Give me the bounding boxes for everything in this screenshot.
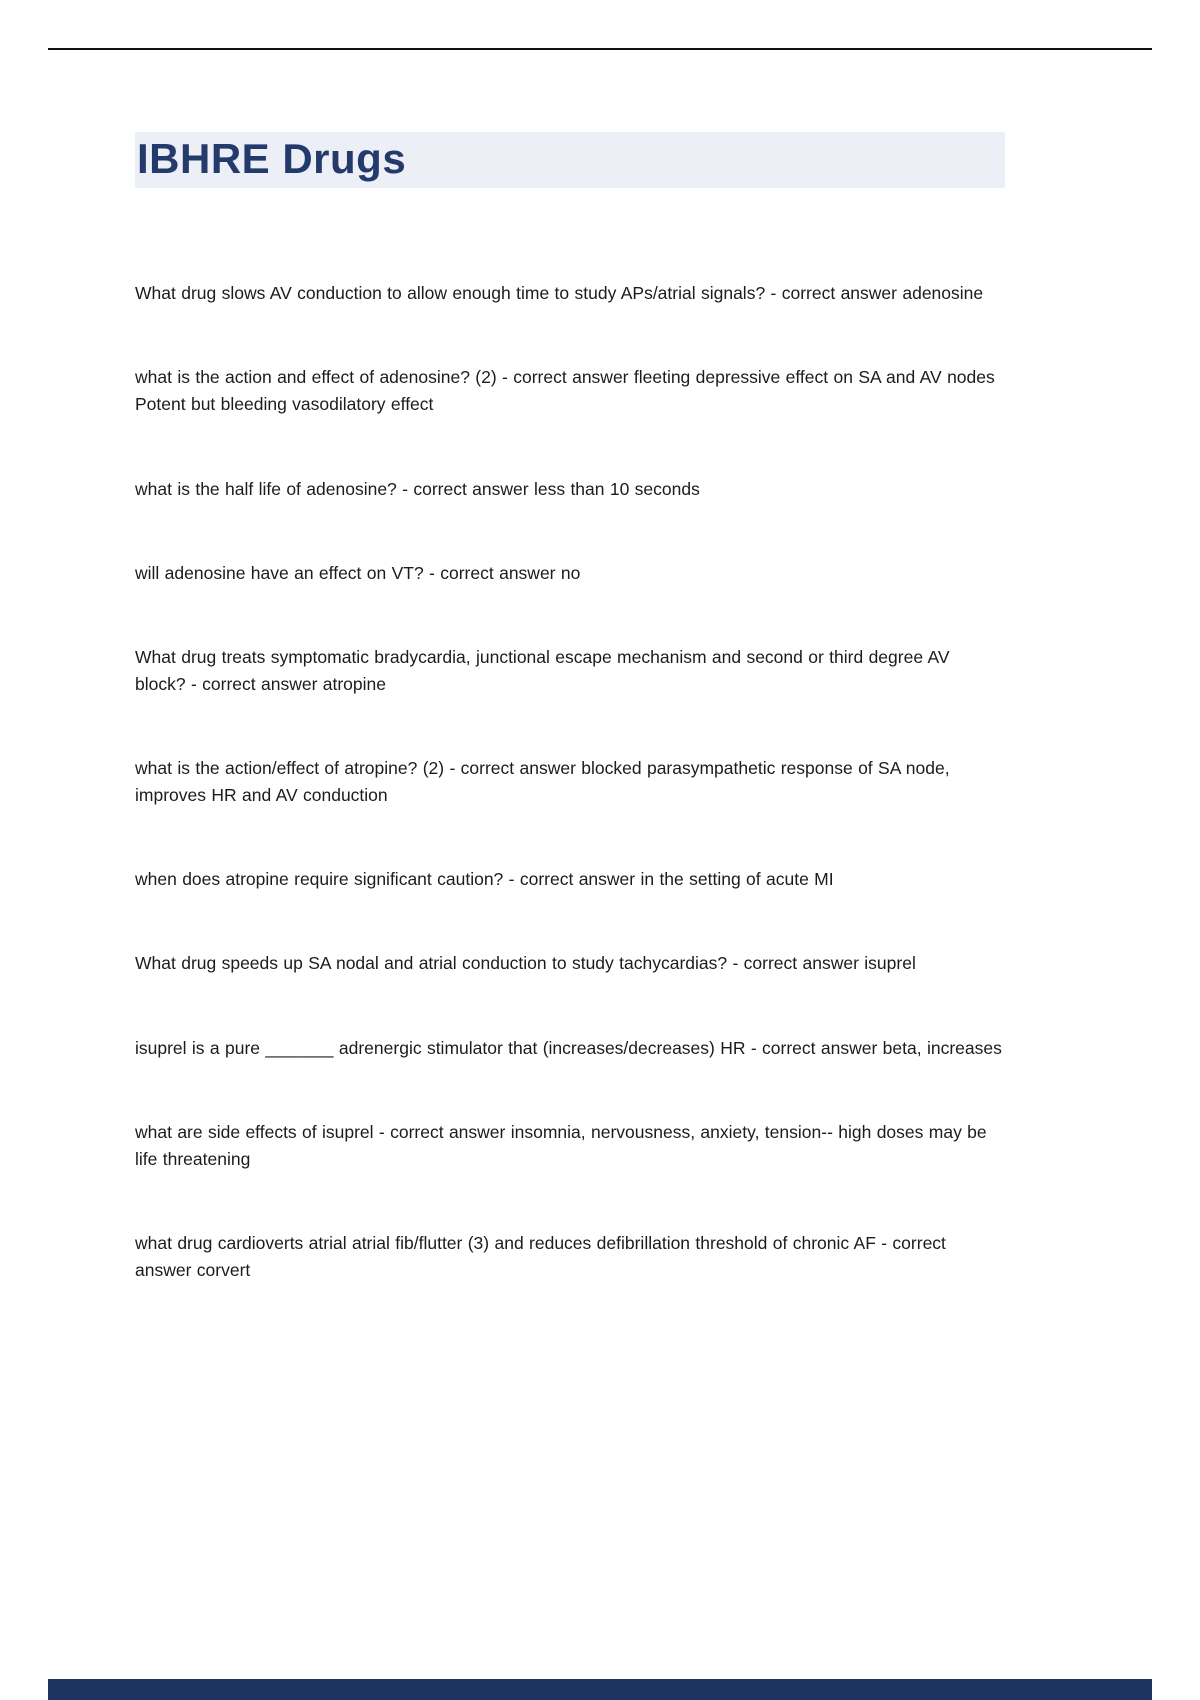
qa-item: What drug slows AV conduction to allow enough time to study APs/atrial signals? - correct answer adenosine: [135, 283, 984, 304]
header-rule: [48, 48, 1152, 50]
qa-item: what is the half life of adenosine? - correct answer less than 10 seconds: [135, 478, 700, 499]
footer-bar: [48, 1679, 1152, 1700]
qa-item: What drug speeds up SA nodal and atrial conduction to study tachycardias? - correct answer isuprel: [135, 953, 916, 974]
qa-item: will adenosine have an effect on VT? - correct answer no: [135, 562, 581, 583]
qa-item: when does atropine require significant caution? - correct answer in the setting of acute MI: [135, 869, 834, 890]
qa-item: what is the action and effect of adenosine? (2) - correct answer fleeting depressive effect on SA and AV nodes Potent but bleeding vasodilatory effect: [135, 367, 995, 415]
qa-list: [135, 280, 1005, 1284]
qa-item: what are side effects of isuprel - correct answer insomnia, nervousness, anxiety, tension-- high doses may be life threatening: [135, 1121, 987, 1169]
document-content: [135, 132, 1005, 1341]
qa-item: What drug treats symptomatic bradycardia, junctional escape mechanism and second or third degree AV block? - correct answer atropine: [135, 646, 950, 694]
page-title: IBHRE Drugs: [135, 132, 1005, 188]
qa-item: what is the action/effect of atropine? (2) - correct answer blocked parasympathetic response of SA node, improves HR and AV conduction: [135, 758, 950, 806]
qa-item: isuprel is a pure _______ adrenergic stimulator that (increases/decreases) HR - correct answer beta, increases: [135, 1037, 1002, 1058]
qa-item: what drug cardioverts atrial atrial fib/flutter (3) and reduces defibrillation threshold of chronic AF - correct answer corvert: [135, 1232, 946, 1281]
